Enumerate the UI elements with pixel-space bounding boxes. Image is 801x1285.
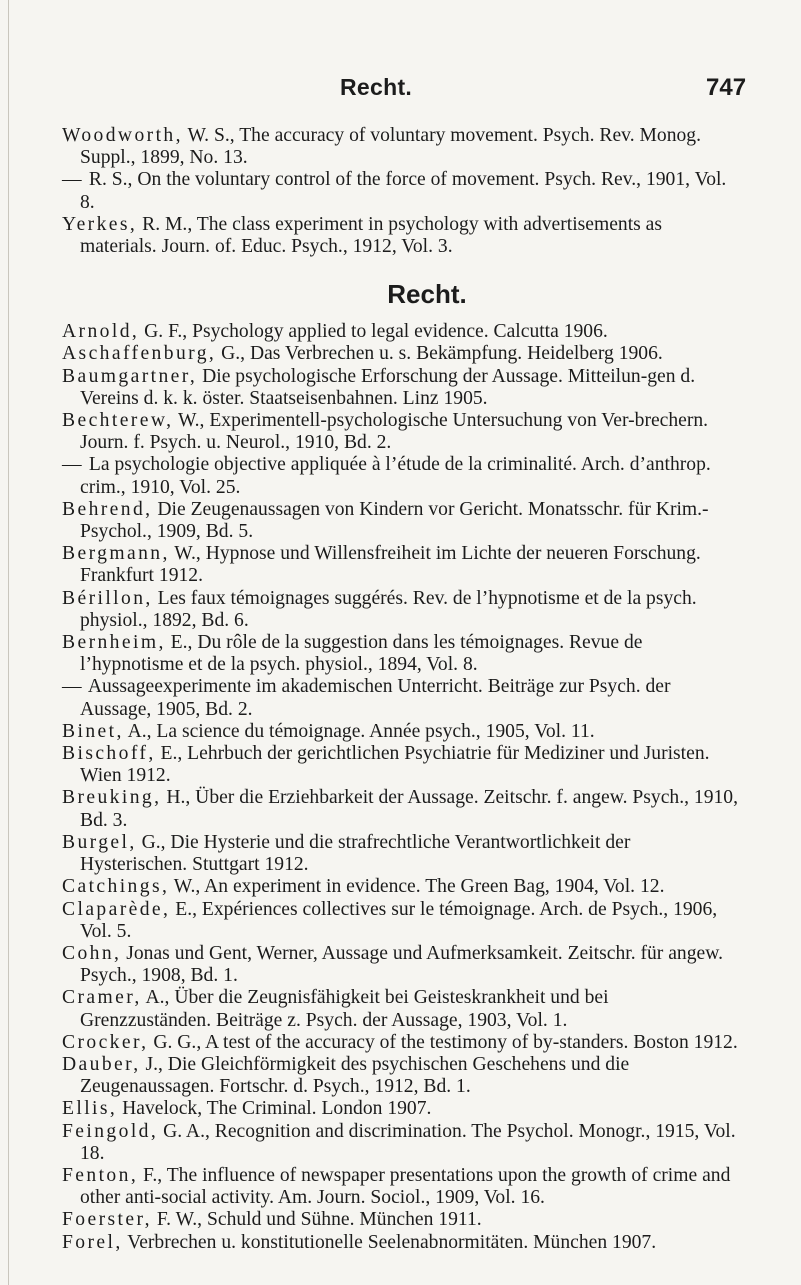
entry-author: Bernheim, [62, 632, 166, 654]
bibliography-entry [62, 543, 742, 587]
bibliography-entry [62, 454, 742, 498]
entry-citation: R. M., The class experiment in psychology with advertisements as materials. Journ. of. Educ. Psych., 1912, Vol. 3. [80, 213, 662, 258]
bibliography-list-previous-section [62, 125, 742, 258]
bibliography-entry [62, 1121, 742, 1165]
entry-author: Arnold, [62, 321, 140, 343]
entry-citation: G., Die Hysterie und die strafrechtliche Verantwortlichkeit der Hysterischen. Stuttgart 1912. [80, 831, 631, 876]
entry-citation: Die Zeugenaussagen von Kindern vor Gericht. Monatsschr. für Krim.-Psychol., 1909, Bd. 5. [80, 498, 709, 543]
entry-author: Bérillon, [62, 587, 153, 609]
bibliography-entry [62, 499, 742, 543]
bibliography-entry [62, 787, 742, 831]
entry-author: Breuking, [62, 787, 162, 809]
entry-citation: W. S., The accuracy of voluntary movement. Psych. Rev. Monog. Suppl., 1899, No. 13. [80, 125, 701, 169]
bibliography-entry [62, 343, 742, 365]
bibliography-entry [62, 321, 742, 343]
entry-citation: Les faux témoignages suggérés. Rev. de l’hypnotisme et de la psych. physiol., 1892, Bd. 6. [80, 587, 697, 631]
page-edge-line [8, 0, 9, 1285]
entry-author: Behrend, [62, 498, 153, 520]
entry-author: Crocker, [62, 1031, 149, 1053]
entry-citation: G., Das Verbrechen u. s. Bekämpfung. Heidelberg 1906. [216, 343, 663, 365]
running-title: Recht. [340, 74, 413, 100]
bibliography-entry [62, 1165, 742, 1209]
entry-citation: E., Lehrbuch der gerichtlichen Psychiatrie für Mediziner und Juristen. Wien 1912. [80, 743, 710, 787]
entry-citation: F., The influence of newspaper presentations upon the growth of crime and other anti-social activity. Am. Journ. Sociol., 1909, Vol. 16. [80, 1164, 731, 1209]
entry-citation: E., Du rôle de la suggestion dans les témoignages. Revue de l’hypnotisme et de la psych. physiol., 1894, Vol. 8. [80, 632, 643, 676]
entry-citation: A., Über die Zeugnisfähigkeit bei Geisteskrankheit und bei Grenzzuständen. Beiträge z. Psych. der Aussage, 1903, Vol. 1. [80, 987, 609, 1031]
entry-author: Bergmann, [62, 543, 170, 565]
entry-author: Yerkes, [62, 213, 138, 235]
entry-author: Catchings, [62, 876, 170, 898]
running-header [0, 74, 801, 104]
bibliography-list [62, 321, 742, 1254]
entry-author: Feingold, [62, 1120, 159, 1142]
bibliography-entry [62, 1032, 742, 1054]
bibliography-entry [62, 410, 742, 454]
entry-author: Dauber, [62, 1053, 141, 1075]
entry-citation: G. A., Recognition and discrimination. The Psychol. Monogr., 1915, Vol. 18. [80, 1120, 736, 1164]
entry-author: — [62, 454, 84, 476]
entry-author: Woodworth, [62, 125, 183, 146]
bibliography-entry [62, 987, 742, 1031]
entry-author: Bischoff, [62, 743, 156, 765]
bibliography-entry [62, 125, 742, 169]
entry-citation: G. G., A test of the accuracy of the testimony of by-standers. Boston 1912. [148, 1031, 738, 1053]
bibliography-entry [62, 943, 742, 987]
entry-author: Burgel, [62, 831, 137, 853]
entry-citation: E., Expériences collectives sur le témoignage. Arch. de Psych., 1906, Vol. 5. [80, 898, 718, 942]
entry-citation: W., Hypnose und Willensfreiheit im Lichte der neueren Forschung. Frankfurt 1912. [80, 543, 701, 587]
bibliography-entry [62, 721, 742, 743]
bibliography-entry [62, 169, 742, 213]
entry-author: Cohn, [62, 942, 122, 964]
bibliography-entry [62, 899, 742, 943]
page-number: 747 [706, 74, 747, 101]
entry-citation: Verbrechen u. konstitutionelle Seelenabnormitäten. München 1907. [122, 1231, 657, 1253]
bibliography-entry [62, 743, 742, 787]
section-title: Recht. [387, 279, 467, 310]
entry-citation: W., An experiment in evidence. The Green Bag, 1904, Vol. 12. [169, 876, 665, 898]
bibliography-entry [62, 1209, 742, 1231]
entry-citation: La psychologie objective appliquée à l’étude de la criminalité. Arch. d’anthrop. crim., 1910, Vol. 25. [80, 454, 711, 498]
entry-author: Binet, [62, 720, 124, 742]
bibliography-entry [62, 366, 742, 410]
entry-author: Cramer, [62, 987, 142, 1009]
entry-author: Claparède, [62, 898, 171, 920]
bibliography-entry [62, 632, 742, 676]
entry-author: Fenton, [62, 1164, 139, 1186]
bibliography [62, 125, 742, 1254]
bibliography-entry [62, 588, 742, 632]
entry-author: Bechterew, [62, 410, 174, 432]
entry-author: Baumgartner, [62, 365, 198, 387]
entry-citation: A., La science du témoignage. Année psych., 1905, Vol. 11. [123, 720, 595, 742]
entry-author: Aschaffenburg, [62, 343, 217, 365]
entry-citation: Die psychologische Erforschung der Aussage. Mitteilun-gen d. Vereins d. k. k. öster. Staatseisenbahnen. Linz 1905. [80, 365, 696, 409]
bibliography-entry [62, 1098, 742, 1120]
entry-citation: Havelock, The Criminal. London 1907. [117, 1098, 432, 1120]
entry-citation: R. S., On the voluntary control of the force of movement. Psych. Rev., 1901, Vol. 8. [80, 169, 727, 213]
entry-author: Foerster, [62, 1209, 152, 1231]
entry-author: — [62, 676, 84, 698]
bibliography-entry [62, 876, 742, 898]
bibliography-entry [62, 1054, 742, 1098]
bibliography-entry [62, 1232, 742, 1254]
entry-citation: Aussageexperimente im akademischen Unterricht. Beiträge zur Psych. der Aussage, 1905, Bd. 2. [80, 676, 671, 720]
entry-author: Forel, [62, 1231, 123, 1253]
bibliography-entry [62, 832, 742, 876]
bibliography-entry [62, 214, 742, 258]
entry-citation: J., Die Gleichförmigkeit des psychischen Geschehens und die Zeugenaussagen. Fortschr. d. Psych., 1912, Bd. 1. [80, 1053, 630, 1098]
entry-citation: Jonas und Gent, Werner, Aussage und Aufmerksamkeit. Zeitschr. für angew. Psych., 1908, Bd. 1. [80, 942, 723, 987]
entry-citation: G. F., Psychology applied to legal evidence. Calcutta 1906. [139, 321, 608, 343]
entry-author: Ellis, [62, 1098, 118, 1120]
entry-citation: F. W., Schuld und Sühne. München 1911. [151, 1209, 482, 1231]
entry-author: — [62, 169, 84, 191]
entry-citation: H., Über die Erziehbarkeit der Aussage. Zeitschr. f. angew. Psych., 1910, Bd. 3. [80, 787, 739, 831]
bibliography-entry [62, 676, 742, 720]
entry-citation: W., Experimentell-psychologische Untersuchung von Ver-brechern. Journ. f. Psych. u. Neurol., 1910, Bd. 2. [80, 410, 709, 454]
